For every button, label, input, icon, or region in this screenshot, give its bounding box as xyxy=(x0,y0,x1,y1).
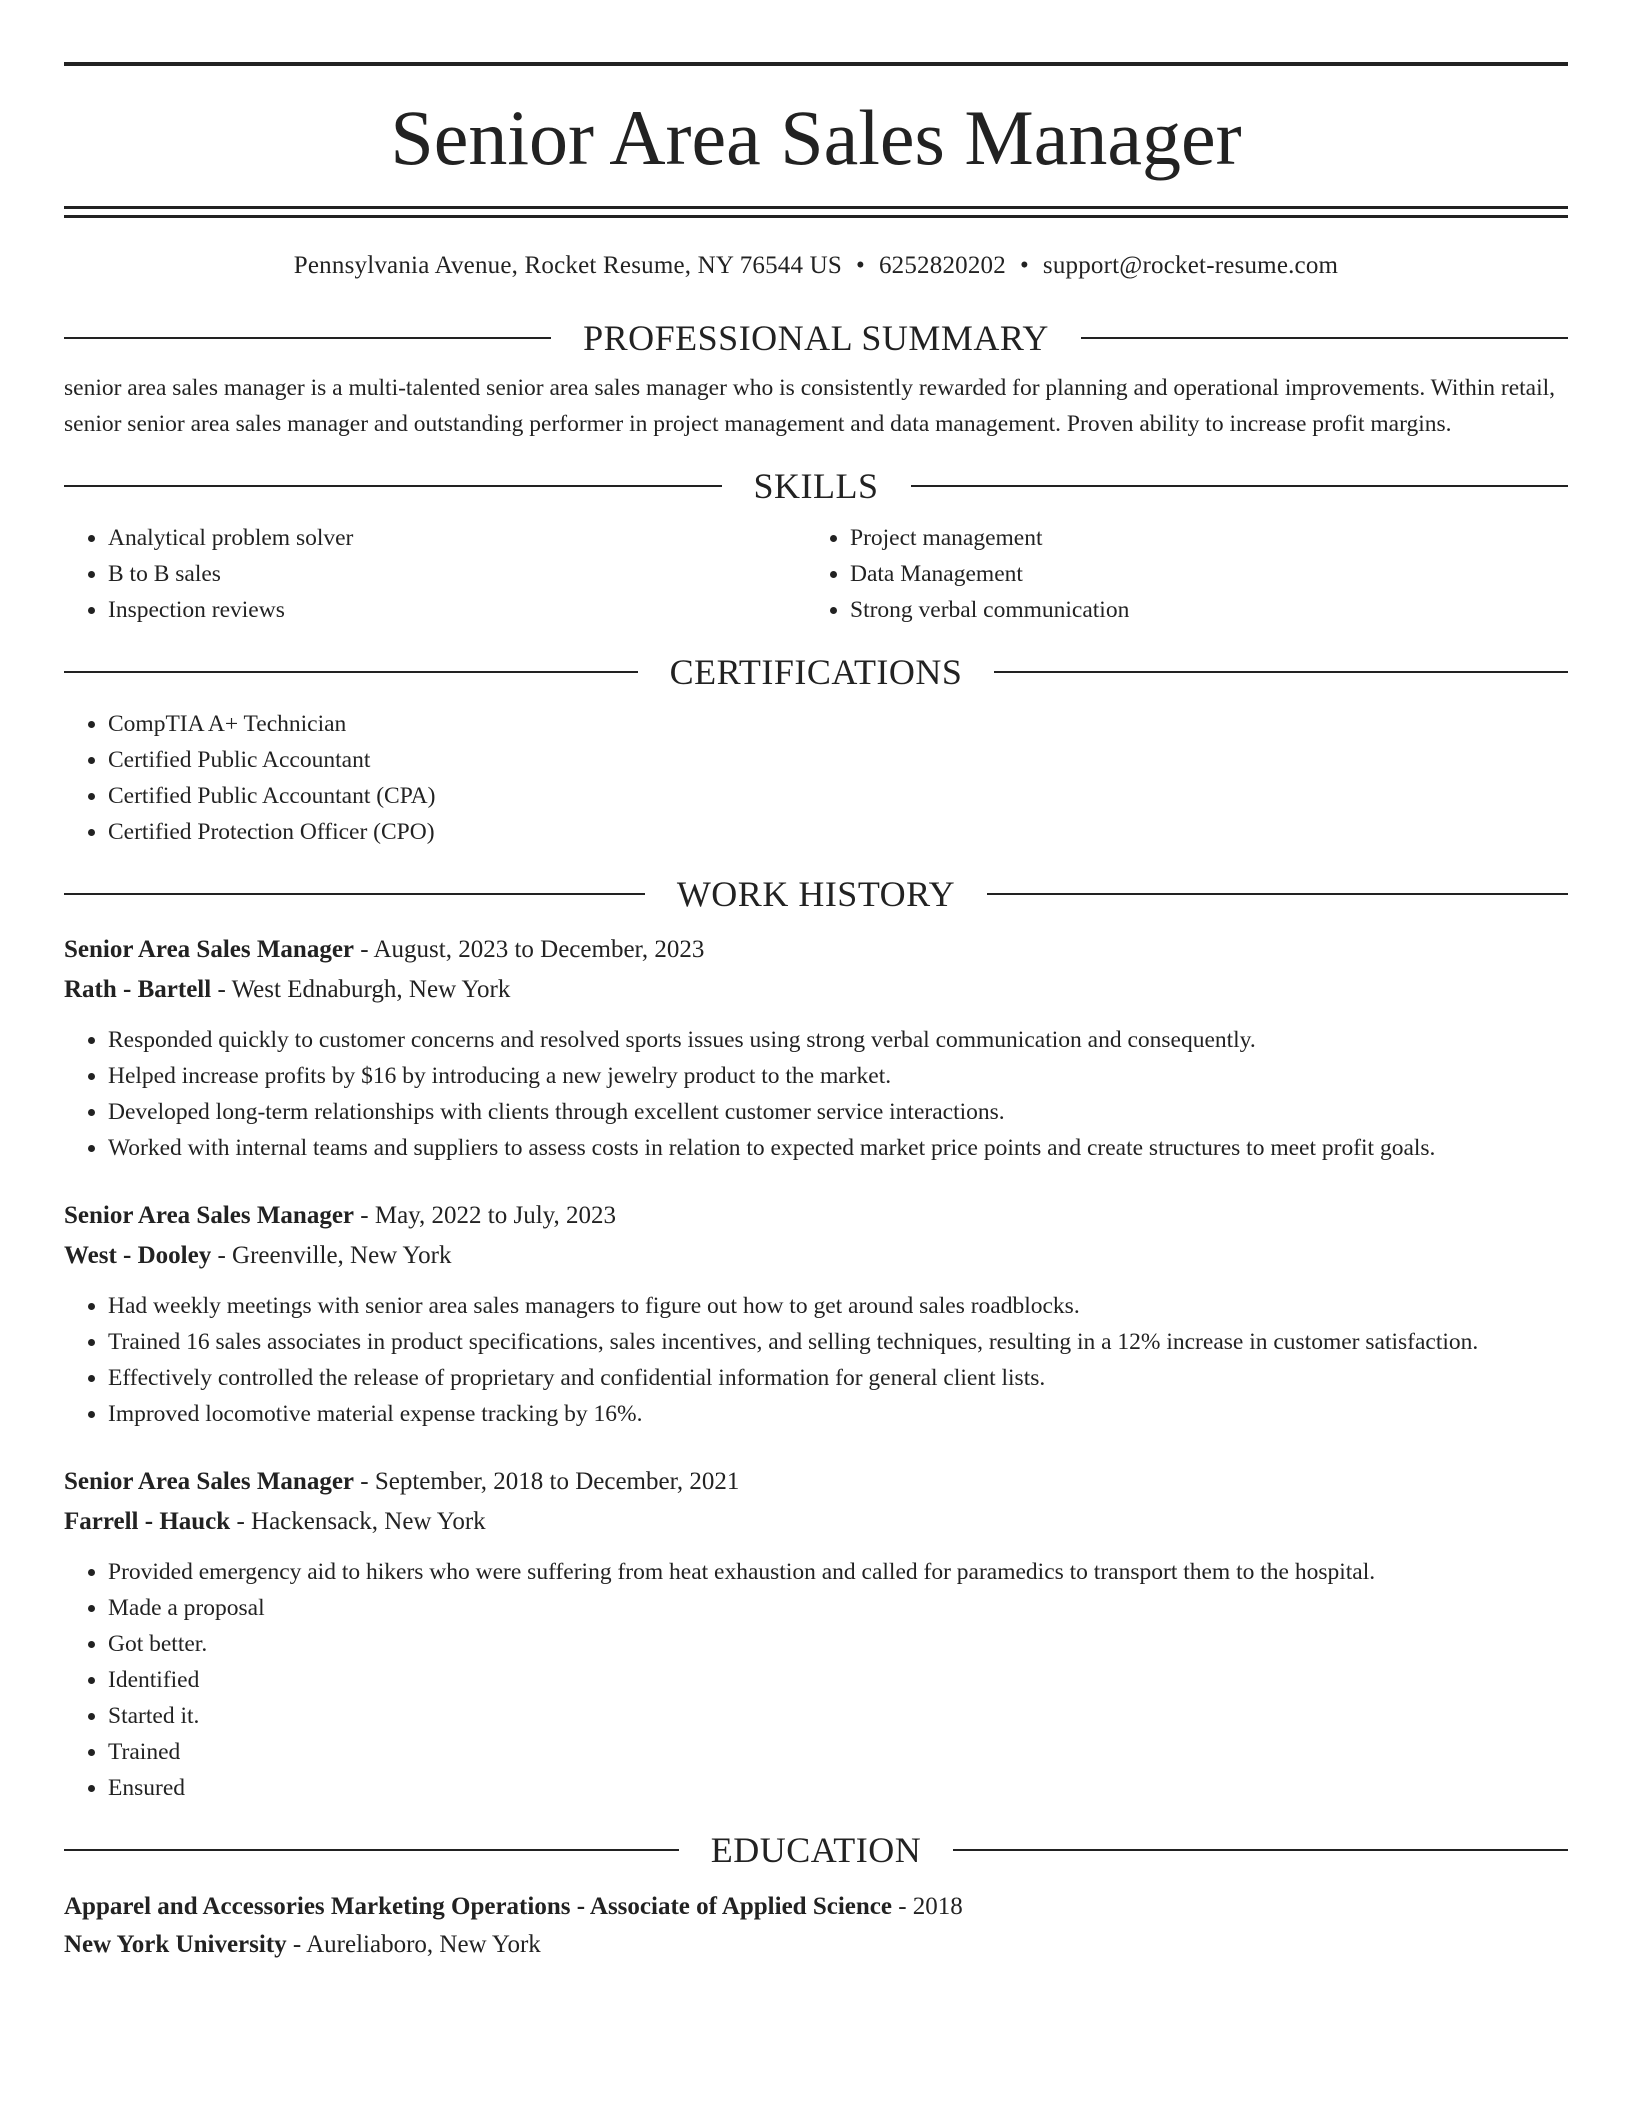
job-title: Senior Area Sales Manager xyxy=(64,1202,355,1229)
job-bullet: • Developed long-term relationships with clients through excellent customer service interactions. xyxy=(108,1094,1568,1130)
section-rule xyxy=(994,671,1568,673)
job-dates: - August, 2023 to December, 2023 xyxy=(354,936,705,963)
job-company: West - Dooley xyxy=(64,1242,212,1269)
section-header-work-history xyxy=(64,872,1568,916)
contact-email: support@rocket-resume.com xyxy=(1042,252,1339,279)
job-bullet: • Got better. xyxy=(108,1626,1568,1662)
section-rule xyxy=(953,1849,1568,1851)
job-bullet: • Trained xyxy=(108,1734,1568,1770)
skill-item: • Strong verbal communication xyxy=(850,592,1548,628)
skill-item: • Analytical problem solver xyxy=(108,520,806,556)
certifications-list xyxy=(64,706,1568,850)
section-rule xyxy=(64,671,638,673)
education-year: - 2018 xyxy=(891,1893,963,1920)
skill-item: • Data Management xyxy=(850,556,1548,592)
section-title-skills: SKILLS xyxy=(753,466,879,506)
section-rule xyxy=(987,893,1568,895)
job-bullet: • Provided emergency aid to hikers who were suffering from heat exhaustion and called for paramedics to transport them to the hospital. xyxy=(108,1554,1568,1590)
education-location: - Aureliaboro, New York xyxy=(286,1931,541,1958)
job-bullet: • Started it. xyxy=(108,1698,1568,1734)
contact-separator: • xyxy=(856,252,865,279)
job-bullet: • Responded quickly to customer concerns and resolved sports issues using strong verbal communication and consequently. xyxy=(108,1022,1568,1058)
job-entry xyxy=(64,1462,1568,1806)
job-location: - Hackensack, New York xyxy=(230,1508,486,1535)
certification-item: • CompTIA A+ Technician xyxy=(108,706,1568,742)
section-header-education xyxy=(64,1828,1568,1872)
job-bullet: • Improved locomotive material expense tracking by 16%. xyxy=(108,1396,1568,1432)
contact-address: Pennsylvania Avenue, Rocket Resume, NY 76544 US xyxy=(293,252,842,279)
section-title-education: EDUCATION xyxy=(710,1830,922,1870)
job-location: - West Ednaburgh, New York xyxy=(211,976,511,1003)
job-title-line xyxy=(64,1196,1568,1236)
section-header-summary xyxy=(64,316,1568,360)
section-title-work-history: WORK HISTORY xyxy=(676,874,956,914)
job-company-line xyxy=(64,1236,1568,1276)
job-company-line xyxy=(64,970,1568,1010)
section-header-skills xyxy=(64,464,1568,508)
job-bullets xyxy=(64,1554,1568,1806)
education-entry xyxy=(64,1888,1568,1964)
job-title-line xyxy=(64,1462,1568,1502)
contact-separator: • xyxy=(1019,252,1029,279)
job-entry xyxy=(64,1196,1568,1432)
education-school-line xyxy=(64,1926,1568,1964)
contact-line xyxy=(64,250,1568,282)
certification-item: • Certified Public Accountant xyxy=(108,742,1568,778)
section-rule xyxy=(64,893,645,895)
section-title-summary: PROFESSIONAL SUMMARY xyxy=(583,318,1049,358)
job-title-line xyxy=(64,930,1568,970)
title-double-rule xyxy=(64,206,1568,218)
job-bullets xyxy=(64,1288,1568,1432)
job-bullet: • Made a proposal xyxy=(108,1590,1568,1626)
certification-item: • Certified Public Accountant (CPA) xyxy=(108,778,1568,814)
skill-item: • B to B sales xyxy=(108,556,806,592)
top-rule xyxy=(64,62,1568,66)
skills-list xyxy=(64,520,1568,628)
skill-item: • Inspection reviews xyxy=(108,592,806,628)
job-dates: - September, 2018 to December, 2021 xyxy=(354,1468,740,1495)
contact-phone: 6252820202 xyxy=(878,252,1006,279)
summary-text: senior area sales manager is a multi-talented senior area sales manager who is consistently rewarded for planning and operational improvements. Within retail, senior senior area sales manager and outstanding performer in project management and data management. Proven ability to increase profit margins. xyxy=(64,375,1556,437)
section-rule xyxy=(911,485,1569,487)
job-bullet: • Helped increase profits by $16 by introducing a new jewelry product to the market. xyxy=(108,1058,1568,1094)
skills-column-right xyxy=(806,520,1548,628)
job-bullet: • Identified xyxy=(108,1662,1568,1698)
job-company-line xyxy=(64,1502,1568,1542)
job-title: Senior Area Sales Manager xyxy=(64,936,355,963)
education-degree-line xyxy=(64,1888,1568,1926)
section-header-certifications xyxy=(64,650,1568,694)
resume-page xyxy=(64,62,1568,1964)
job-bullet: • Had weekly meetings with senior area sales managers to figure out how to get around sales roadblocks. xyxy=(108,1288,1568,1324)
skills-column-left xyxy=(64,520,806,628)
job-bullet: • Worked with internal teams and suppliers to assess costs in relation to expected market price points and create structures to meet profit goals. xyxy=(108,1130,1568,1166)
job-bullet: • Ensured xyxy=(108,1770,1568,1806)
job-company: Farrell - Hauck xyxy=(64,1508,231,1535)
job-title: Senior Area Sales Manager xyxy=(64,1468,355,1495)
job-bullet: • Trained 16 sales associates in product specifications, sales incentives, and selling techniques, resulting in a 12% increase in customer satisfaction. xyxy=(108,1324,1568,1360)
job-dates: - May, 2022 to July, 2023 xyxy=(354,1202,617,1229)
job-location: - Greenville, New York xyxy=(211,1242,452,1269)
job-company: Rath - Bartell xyxy=(64,976,212,1003)
section-title-certifications: CERTIFICATIONS xyxy=(669,652,963,692)
section-rule xyxy=(64,485,722,487)
job-bullet: • Effectively controlled the release of proprietary and confidential information for general client lists. xyxy=(108,1360,1568,1396)
skill-item: • Project management xyxy=(850,520,1548,556)
certification-item: • Certified Protection Officer (CPO) xyxy=(108,814,1568,850)
job-entry xyxy=(64,930,1568,1166)
section-rule xyxy=(64,337,551,339)
section-rule xyxy=(1081,337,1568,339)
section-rule xyxy=(64,1849,679,1851)
resume-title: Senior Area Sales Manager xyxy=(390,94,1242,181)
job-bullets xyxy=(64,1022,1568,1166)
education-degree: Apparel and Accessories Marketing Operations - Associate of Applied Science xyxy=(64,1893,892,1920)
education-school: New York University xyxy=(64,1931,287,1958)
